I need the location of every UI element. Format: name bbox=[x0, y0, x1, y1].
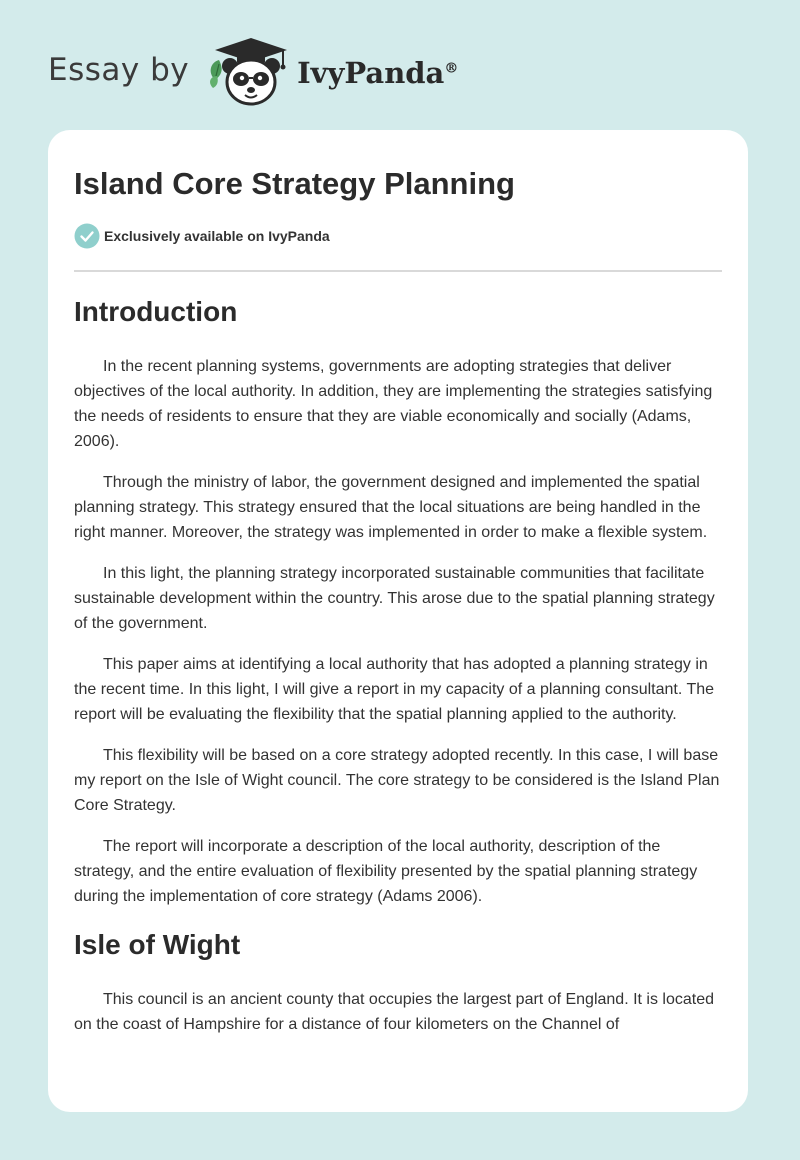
essay-card bbox=[48, 130, 748, 1112]
section-heading: Isle of Wight bbox=[74, 929, 241, 960]
brand-name-text: IvyPanda bbox=[297, 56, 445, 90]
exclusive-badge bbox=[74, 222, 722, 250]
registered-mark: ® bbox=[444, 60, 459, 77]
divider bbox=[74, 270, 722, 272]
check-circle-icon bbox=[74, 223, 100, 249]
paragraph: In this light, the planning strategy incorporated sustainable communities that facilitate sustainable development within the country. This arose due to the spatial planning strategy of the government. bbox=[74, 565, 715, 632]
brand-header bbox=[48, 36, 458, 108]
paragraph: Through the ministry of labor, the government designed and implemented the spatial planning strategy. This strategy ensured that the local situations are being handled in the right manner. Moreover, the strategy was implemented in order to make a flexible system. bbox=[74, 474, 708, 541]
paragraph: In the recent planning systems, governments are adopting strategies that deliver objectives of the local authority. In addition, they are implementing the strategies satisfying the needs of residents to ensure that they are viable economically and socially (Adams, 2006). bbox=[74, 358, 713, 450]
page-title: Island Core Strategy Planning bbox=[74, 166, 515, 201]
paragraph: This council is an ancient county that occupies the largest part of England. It is located on the coast of Hampshire for a distance of four kilometers on the Channel of bbox=[74, 991, 715, 1033]
section-heading: Introduction bbox=[74, 296, 238, 327]
panda-logo-icon[interactable] bbox=[203, 36, 299, 108]
paragraph: This flexibility will be based on a core strategy adopted recently. In this case, I will base my report on the Isle of Wight council. The core strategy to be considered is the Island Plan Core Strategy. bbox=[74, 747, 720, 814]
brand-name[interactable] bbox=[297, 56, 458, 90]
paragraph: The report will incorporate a description of the local authority, description of the strategy, and the entire evaluation of flexibility presented by the spatial planning strategy during the implementation of core strategy (Adams 2006). bbox=[74, 838, 698, 905]
brand-prefix: Essay by bbox=[48, 52, 190, 88]
section-isle-of-wight bbox=[74, 925, 722, 1037]
paragraph: This paper aims at identifying a local authority that has adopted a planning strategy in the recent time. In this light, I will give a report in my capacity of a planning consultant. The report will be evaluating the flexibility that the spatial planning applied to the authority. bbox=[74, 656, 715, 723]
section-introduction bbox=[74, 292, 722, 909]
badge-label: Exclusively available on IvyPanda bbox=[104, 228, 330, 244]
